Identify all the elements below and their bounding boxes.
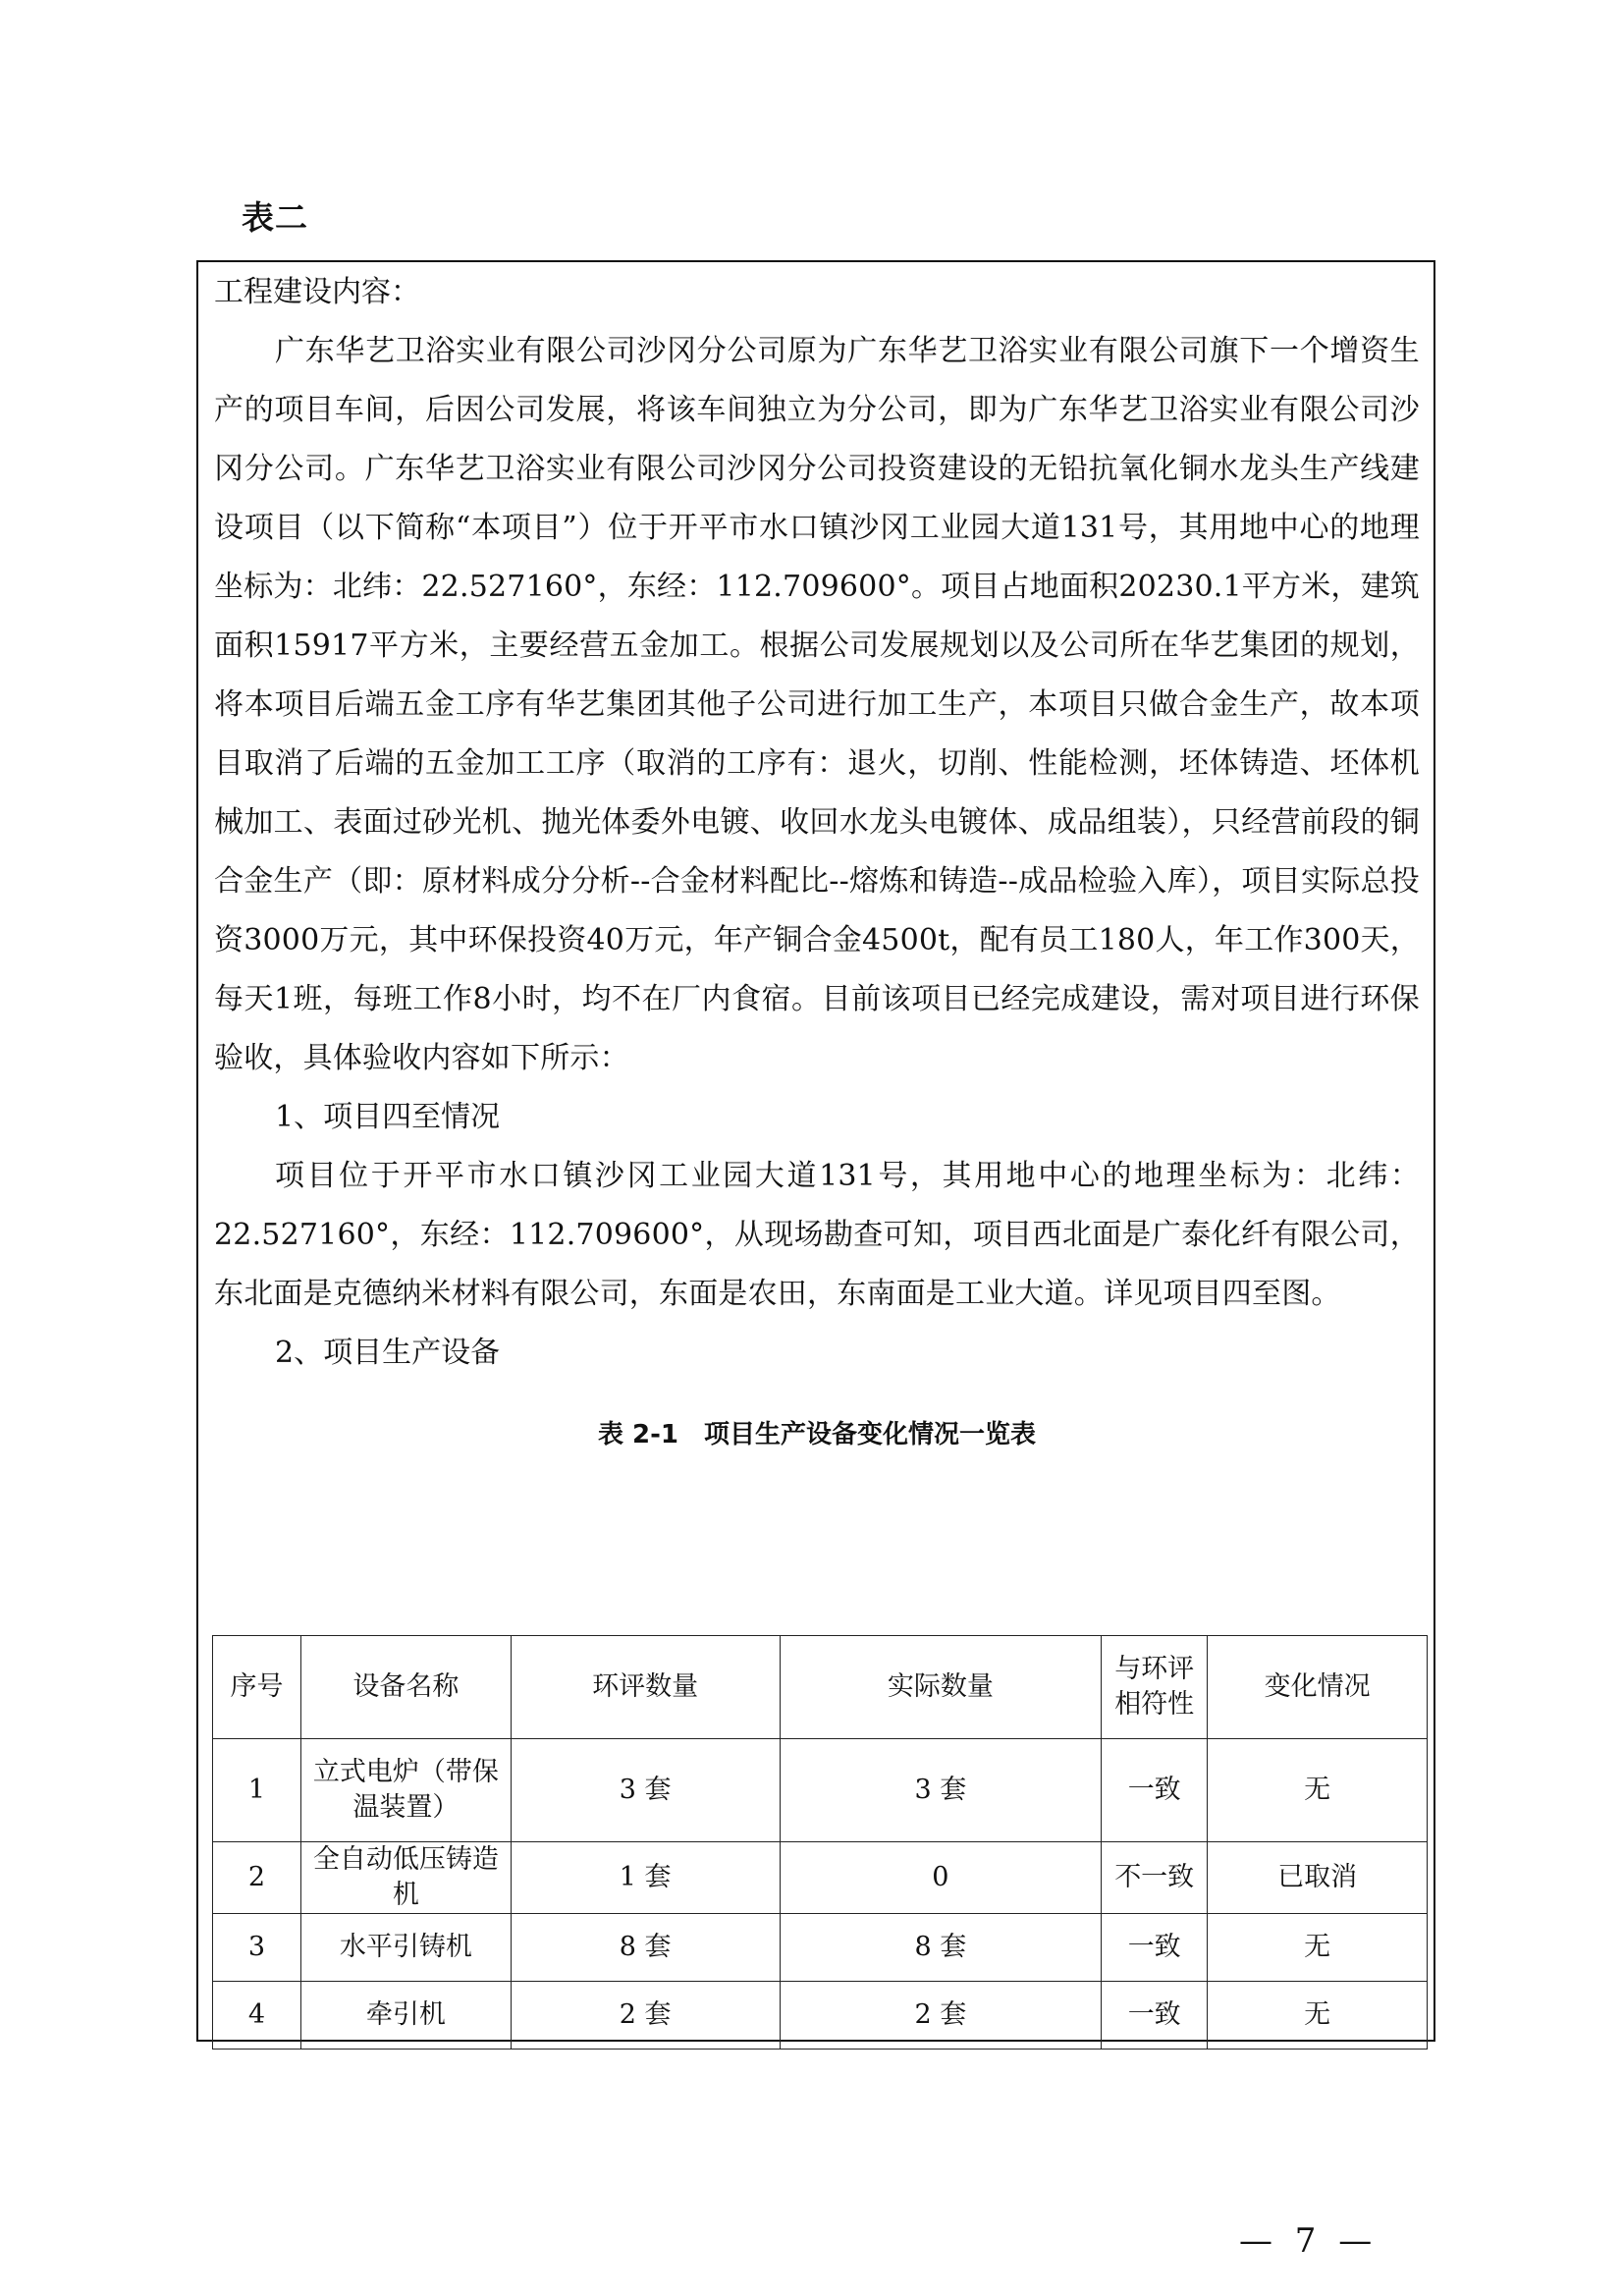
col-header-eia-qty: 环评数量 <box>511 1636 780 1739</box>
table-row <box>213 1982 1428 2050</box>
cell-change: 无 <box>1208 1914 1428 1982</box>
cell-index: 1 <box>213 1739 301 1842</box>
cell-name: 全自动低压铸造机 <box>300 1842 511 1914</box>
cell-eia-qty: 2 套 <box>511 1982 780 2050</box>
document-body <box>214 263 1420 1463</box>
cell-consistency: 一致 <box>1102 1914 1208 1982</box>
col-header-index: 序号 <box>213 1636 301 1739</box>
cell-change: 已取消 <box>1208 1842 1428 1914</box>
cell-index: 2 <box>213 1842 301 1914</box>
page-number: — 7 — <box>1239 2221 1379 2261</box>
cell-index: 3 <box>213 1914 301 1982</box>
table-header-row <box>213 1636 1428 1739</box>
table-row <box>213 1914 1428 1982</box>
cell-change: 无 <box>1208 1739 1428 1842</box>
cell-actual-qty: 8 套 <box>780 1914 1102 1982</box>
intro-paragraph: 广东华艺卫浴实业有限公司沙冈分公司原为广东华艺卫浴实业有限公司旗下一个增资生产的项目车间，后因公司发展，将该车间独立为分公司，即为广东华艺卫浴实业有限公司沙冈分公司。广东华艺卫浴实业有限公司沙冈分公司投资建设的无铅抗氧化铜水龙头生产线建设项目（以下简称“本项目”）位于开平市水口镇沙冈工业园大道131号，其用地中心的地理坐标为：北纬：22.527160°，东经：112.709600°。项目占地面积20230.1平方米，建筑面积15917平方米，主要经营五金加工。根据公司发展规划以及公司所在华艺集团的规划，将本项目后端五金工序有华艺集团其他子公司进行加工生产，本项目只做合金生产，故本项目取消了后端的五金加工工序（取消的工序有：退火，切削、性能检测，坯体铸造、坯体机械加工、表面过砂光机、抛光体委外电镀、收回水龙头电镀体、成品组装），只经营前段的铜合金生产（即：原材料成分分析--合金材料配比--熔炼和铸造--成品检验入库），项目实际总投资3000万元，其中环保投资40万元，年产铜合金4500t，配有员工180人，年工作300天，每天1班，每班工作8小时，均不在厂内食宿。目前该项目已经完成建设，需对项目进行环保验收，具体验收内容如下所示： <box>214 334 1421 1075</box>
cell-eia-qty: 8 套 <box>511 1914 780 1982</box>
cell-name: 立式电炉（带保温装置） <box>300 1739 511 1842</box>
cell-name: 水平引铸机 <box>300 1914 511 1982</box>
table-caption: 表 2-1 项目生产设备变化情况一览表 <box>597 1420 1037 1449</box>
cell-index: 4 <box>213 1982 301 2050</box>
equipment-table <box>212 1635 1428 2050</box>
col-header-change: 变化情况 <box>1208 1636 1428 1739</box>
cell-consistency: 不一致 <box>1102 1842 1208 1914</box>
cell-actual-qty: 0 <box>780 1842 1102 1914</box>
cell-eia-qty: 1 套 <box>511 1842 780 1914</box>
cell-actual-qty: 3 套 <box>780 1739 1102 1842</box>
surroundings-paragraph: 项目位于开平市水口镇沙冈工业园大道131号，其用地中心的地理坐标为：北纬：22.527160°，东经：112.709600°，从现场勘查可知，项目西北面是广泰化纤有限公司，东北面是克德纳米材料有限公司，东面是农田，东南面是工业大道。详见项目四至图。 <box>214 1159 1420 1311</box>
surroundings-heading: 1、项目四至情况 <box>275 1100 501 1134</box>
col-header-consistency: 与环评相符性 <box>1102 1636 1208 1739</box>
cell-eia-qty: 3 套 <box>511 1739 780 1842</box>
cell-consistency: 一致 <box>1102 1982 1208 2050</box>
equipment-heading: 2、项目生产设备 <box>275 1336 501 1370</box>
cell-name: 牵引机 <box>300 1982 511 2050</box>
cell-change: 无 <box>1208 1982 1428 2050</box>
section-label: 表二 <box>242 198 308 237</box>
cell-consistency: 一致 <box>1102 1739 1208 1842</box>
col-header-name: 设备名称 <box>300 1636 511 1739</box>
col-header-actual-qty: 实际数量 <box>780 1636 1102 1739</box>
table-row <box>213 1842 1428 1914</box>
cell-actual-qty: 2 套 <box>780 1982 1102 2050</box>
content-heading: 工程建设内容： <box>214 275 420 309</box>
table-row <box>213 1739 1428 1842</box>
